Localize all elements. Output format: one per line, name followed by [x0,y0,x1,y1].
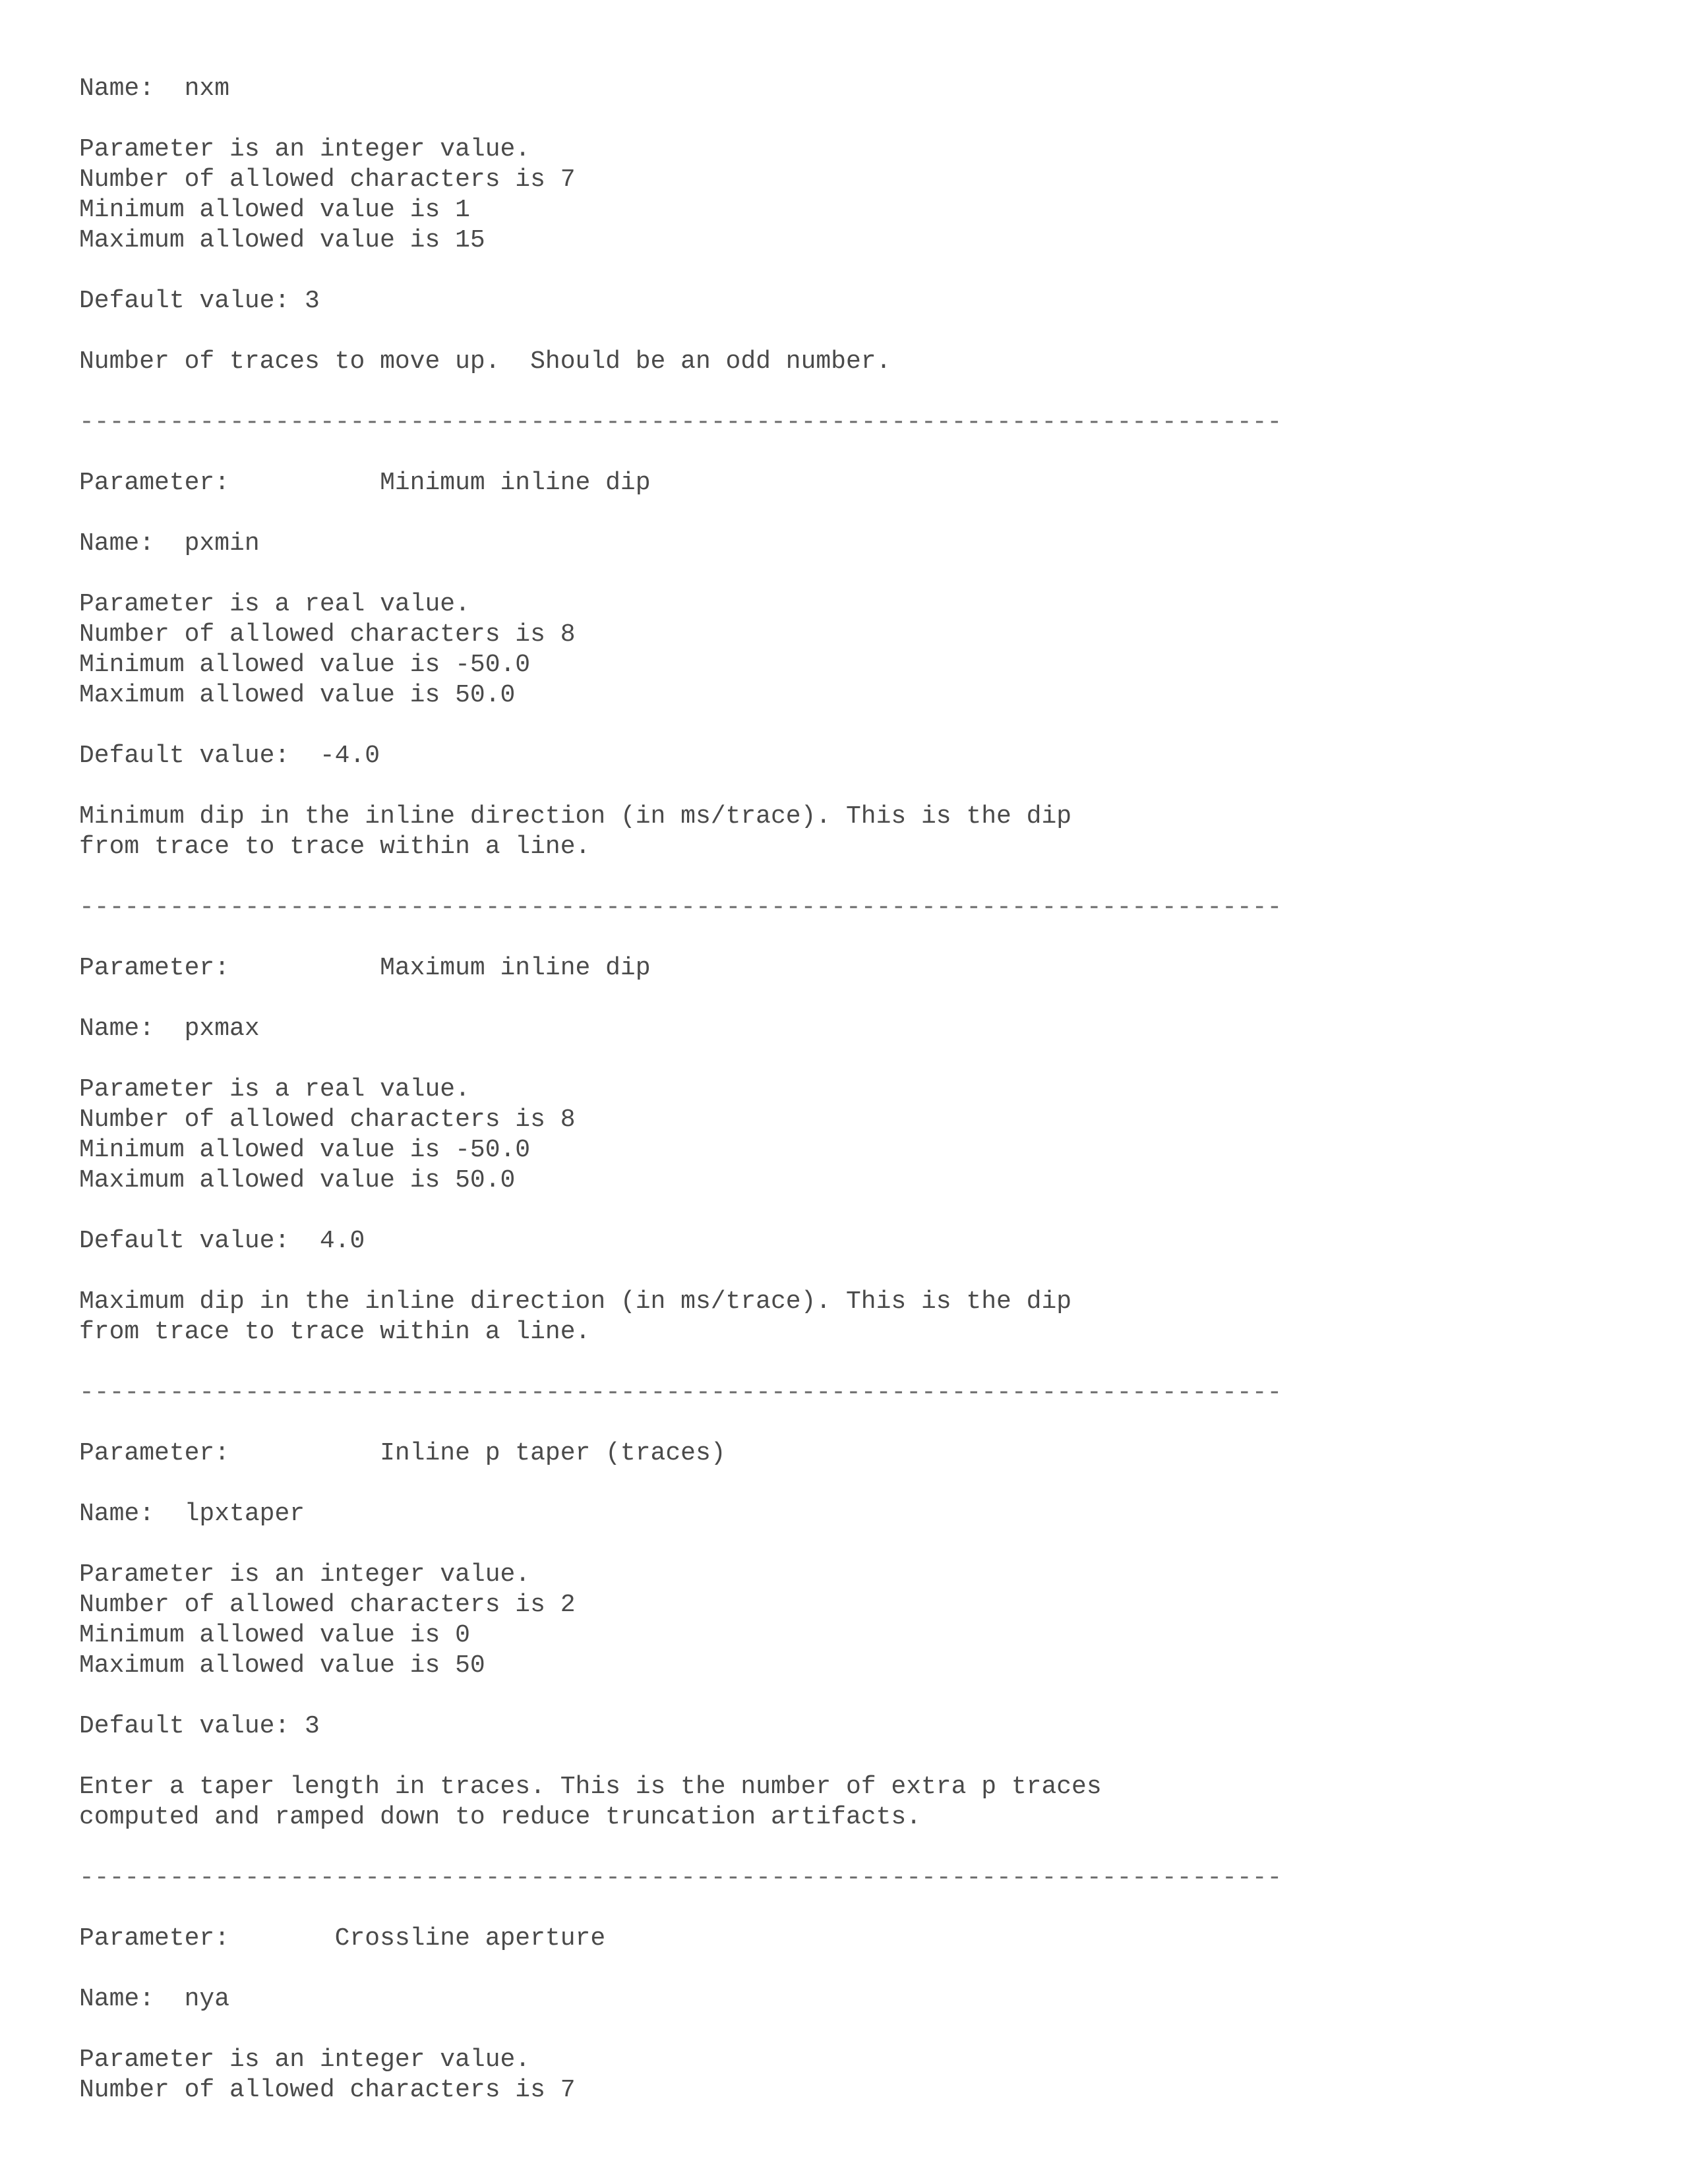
param-chars: Number of allowed characters is 7 [79,2076,576,2104]
blank-line [79,256,1609,286]
blank-line [79,316,1609,347]
param-type: Parameter is an integer value. [79,135,531,163]
blank-line [79,498,1609,529]
param-max: Maximum allowed value is 50 [79,1651,485,1680]
param-chars: Number of allowed characters is 7 [79,165,576,194]
blank-line [79,1196,1609,1226]
param-chars: Number of allowed characters is 8 [79,620,576,649]
blank-line [79,771,1609,802]
param-heading: Parameter: Minimum inline dip [79,469,651,497]
blank-line [79,1469,1609,1499]
section-separator: -------------------------------------------------------------------------------- [79,408,1282,436]
param-chars: Number of allowed characters is 8 [79,1106,576,1134]
param-type: Parameter is a real value. [79,590,470,618]
param-description: from trace to trace within a line. [79,833,591,861]
section-separator: -------------------------------------------------------------------------------- [79,893,1282,922]
blank-line [79,438,1609,468]
param-default: Default value: 3 [79,287,320,315]
param-min: Minimum allowed value is -50.0 [79,651,531,679]
param-chars: Number of allowed characters is 2 [79,1591,576,1619]
param-description: Minimum dip in the inline direction (in ms/trace). This is the dip [79,802,1072,831]
blank-line [79,984,1609,1014]
param-type: Parameter is a real value. [79,1075,470,1104]
param-description: from trace to trace within a line. [79,1318,591,1346]
param-heading: Parameter: Maximum inline dip [79,954,651,982]
param-min: Minimum allowed value is -50.0 [79,1136,531,1164]
blank-line [79,1408,1609,1438]
param-max: Maximum allowed value is 50.0 [79,1166,516,1195]
blank-line [79,2015,1609,2045]
blank-line [79,1529,1609,1560]
param-default: Default value: 4.0 [79,1227,365,1255]
param-min: Minimum allowed value is 1 [79,196,470,224]
param-name: Name: nxm [79,74,230,103]
document-page [79,74,1609,2106]
param-heading: Parameter: Crossline aperture [79,1924,606,1953]
param-max: Maximum allowed value is 50.0 [79,681,516,709]
param-min: Minimum allowed value is 0 [79,1621,470,1649]
blank-line [79,1681,1609,1711]
param-name: Name: lpxtaper [79,1500,305,1528]
param-description: Maximum dip in the inline direction (in ms/trace). This is the dip [79,1287,1072,1316]
section-separator: -------------------------------------------------------------------------------- [79,1378,1282,1407]
param-name: Name: pxmin [79,529,260,558]
param-max: Maximum allowed value is 15 [79,226,485,254]
param-type: Parameter is an integer value. [79,1560,531,1589]
blank-line [79,1044,1609,1075]
blank-line [79,1256,1609,1287]
param-name: Name: pxmax [79,1015,260,1043]
param-description: Enter a taper length in traces. This is the number of extra p traces [79,1773,1102,1801]
param-default: Default value: -4.0 [79,742,380,770]
blank-line [79,1893,1609,1924]
blank-line [79,377,1609,407]
blank-line [79,1347,1609,1378]
param-heading: Parameter: Inline p taper (traces) [79,1439,726,1467]
blank-line [79,711,1609,741]
param-description: computed and ramped down to reduce truncation artifacts. [79,1803,922,1831]
blank-line [79,559,1609,589]
blank-line [79,1833,1609,1863]
section-separator: -------------------------------------------------------------------------------- [79,1864,1282,1892]
blank-line [79,104,1609,134]
param-name: Name: nya [79,1985,230,2013]
blank-line [79,1742,1609,1772]
param-description: Number of traces to move up. Should be an odd number. [79,347,891,376]
blank-line [79,923,1609,953]
param-type: Parameter is an integer value. [79,2046,531,2074]
param-default: Default value: 3 [79,1712,320,1740]
blank-line [79,862,1609,893]
blank-line [79,1954,1609,1984]
